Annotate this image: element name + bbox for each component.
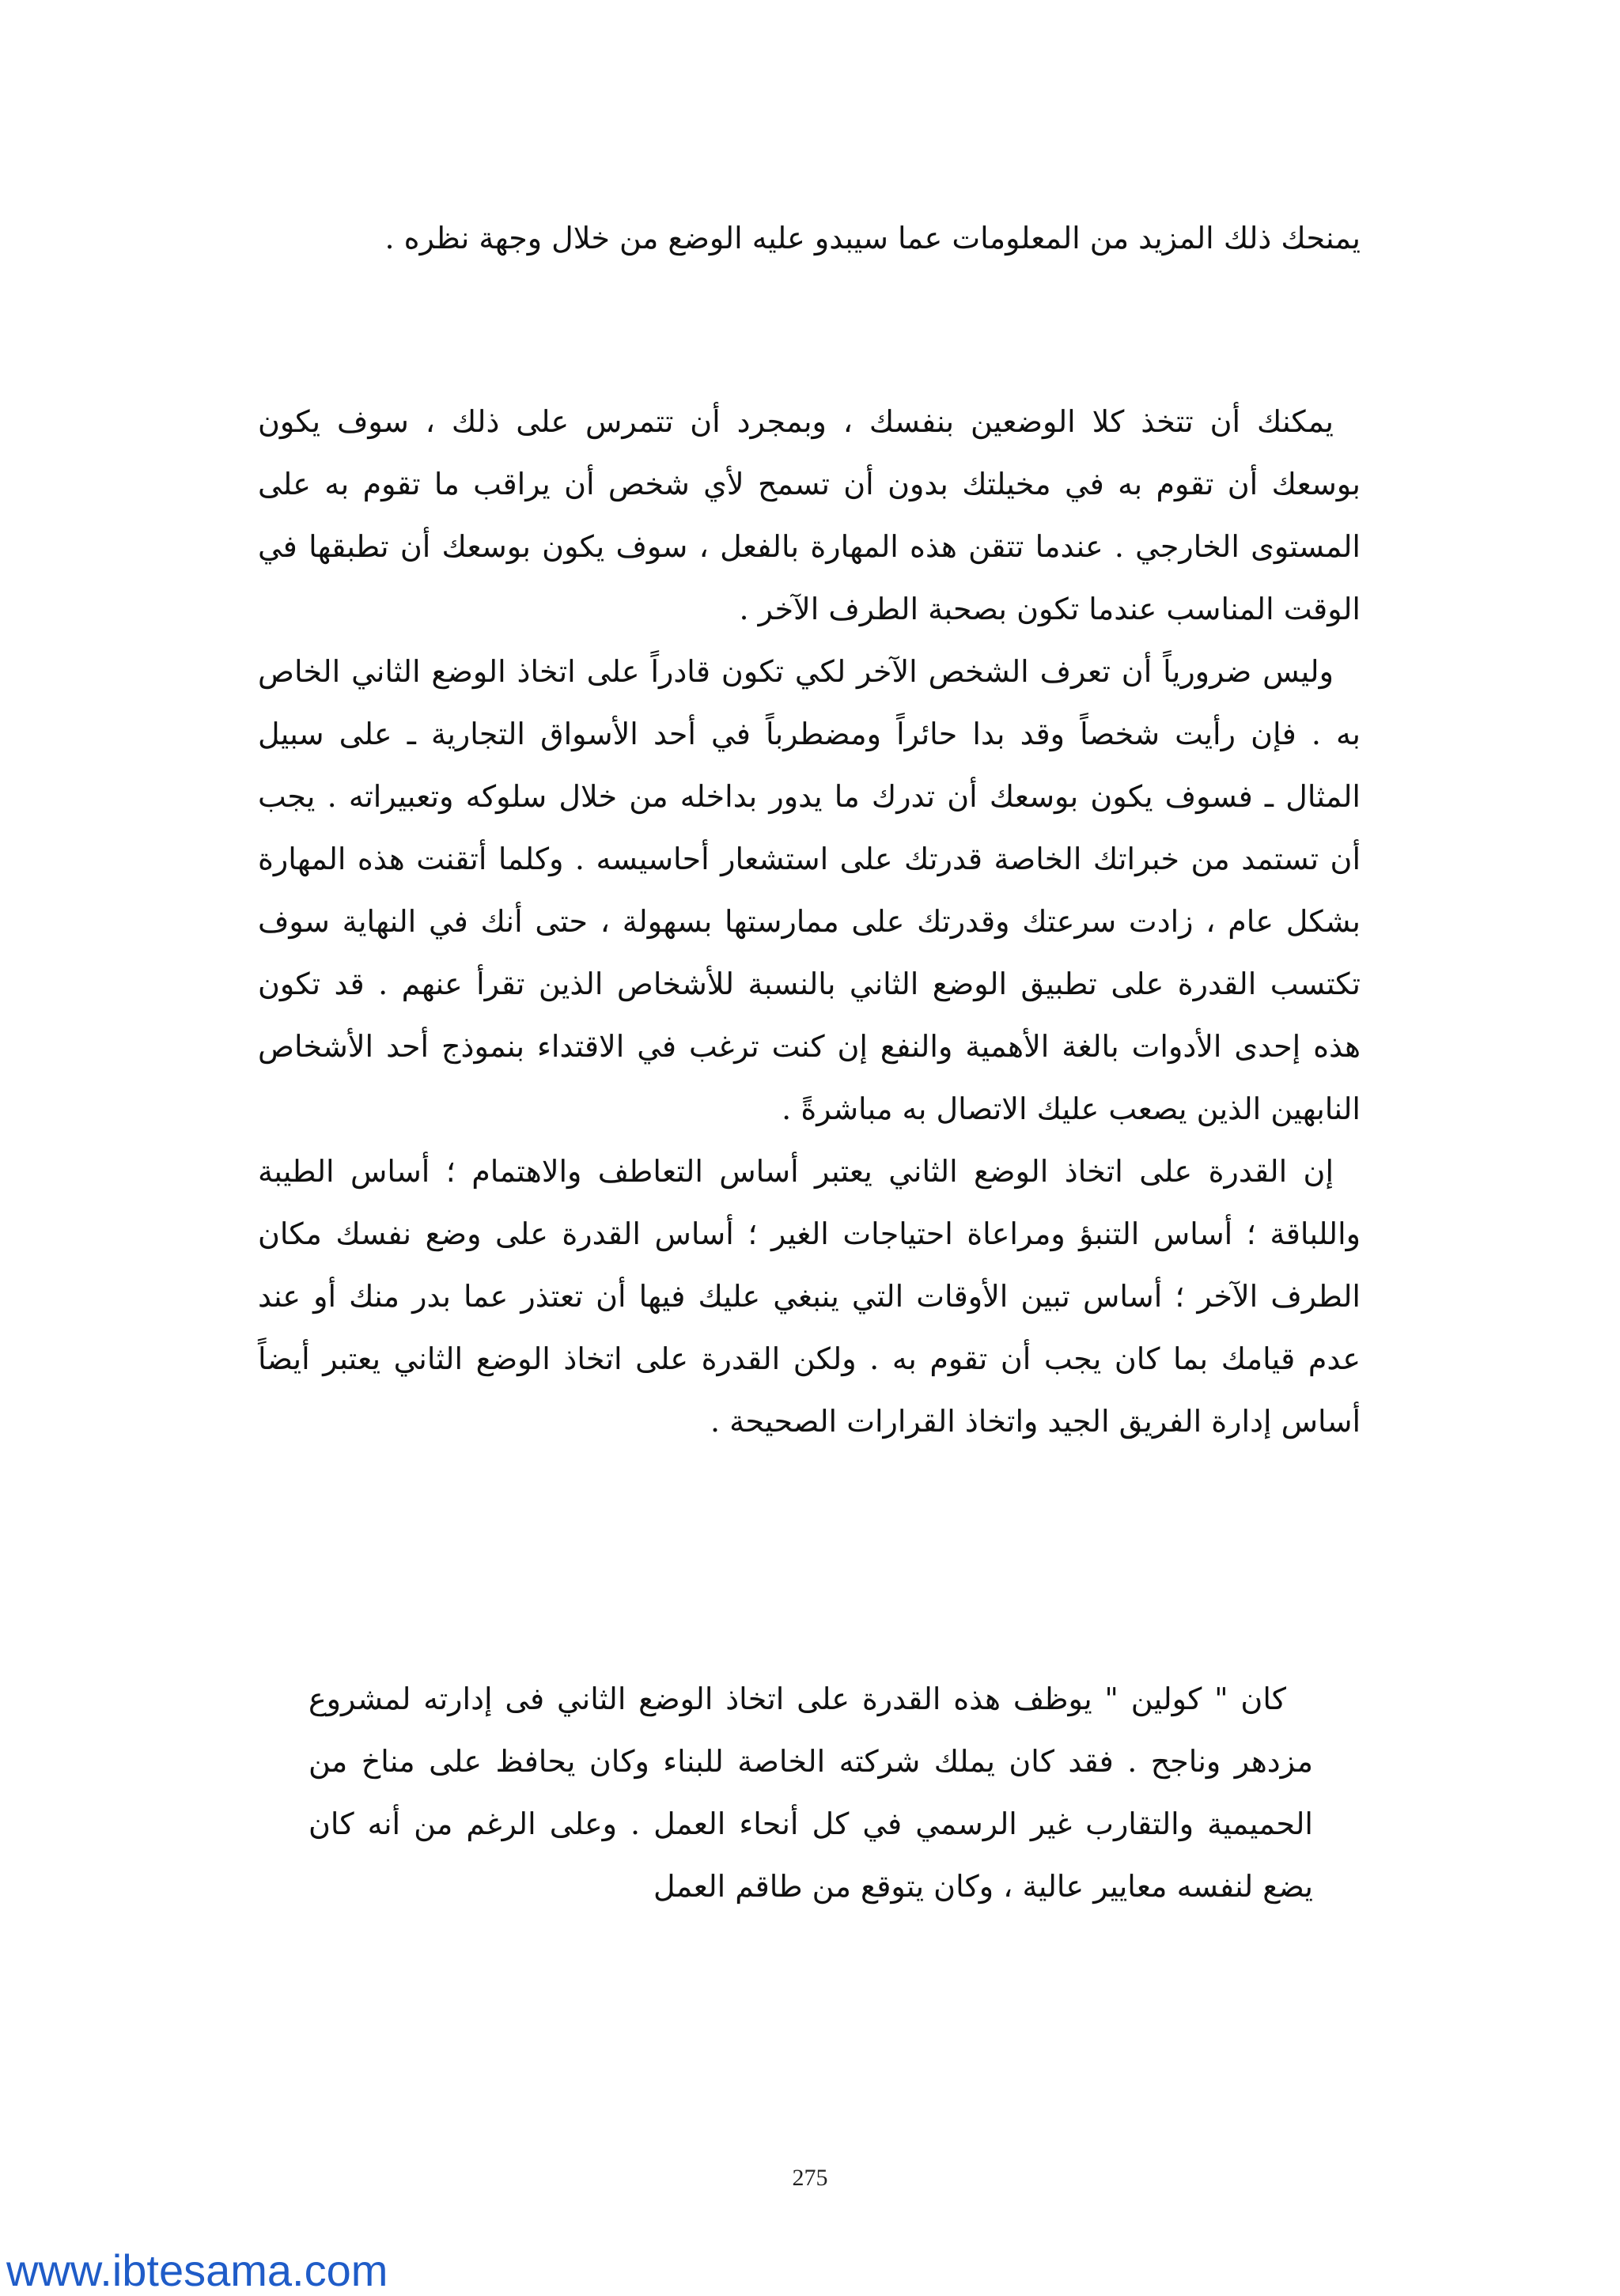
text-block-example [308, 1668, 1313, 1918]
paragraph: يمكنك أن تتخذ كلا الوضعين بنفسك ، وبمجرد أن تتمرس على ذلك ، سوف يكون بوسعك أن تقوم به في مخيلتك بدون أن تسمح لأي شخص أن يراقب ما تقوم به على المستوى الخارجي . عندما تتقن هذه المهارة بالفعل ، سوف يكون بوسعك أن تطبقها في الوقت المناسب عندما تكون بصحبة الطرف الآخر . [258, 404, 1361, 626]
paragraph: إن القدرة على اتخاذ الوضع الثاني يعتبر أساس التعاطف والاهتمام ؛ أساس الطيبة واللباقة ؛ أساس التنبؤ ومراعاة احتياجات الغير ؛ أساس القدرة على وضع نفسك مكان الطرف الآخر ؛ أساس تبين الأوقات التي ينبغي عليك فيها أن تعتذر عما بدر منك أو عند عدم قيامك بما كان يجب أن تقوم به . ولكن القدرة على اتخاذ الوضع الثاني يعتبر أيضاً أساس إدارة الفريق الجيد واتخاذ القرارات الصحيحة . [258, 1154, 1361, 1439]
paragraph: كان " كولين " يوظف هذه القدرة على اتخاذ الوضع الثاني فى إدارته لمشروع مزدهر وناجح . فقد كان يملك شركته الخاصة للبناء وكان يحافظ على مناخ من الحميمية والتقارب غير الرسمي في كل أنحاء العمل . وعلى الرغم من أنه كان يضع لنفسه معايير عالية ، وكان يتوقع من طاقم العمل [308, 1681, 1313, 1904]
text-block-main [258, 391, 1361, 1453]
paragraph: وليس ضرورياً أن تعرف الشخص الآخر لكي تكون قادراً على اتخاذ الوضع الثاني الخاص به . فإن رأيت شخصاً وقد بدا حائراً ومضطرباً في أحد الأسواق التجارية ـ على سبيل المثال ـ فسوف يكون بوسعك أن تدرك ما يدور بداخله من خلال سلوكه وتعبيراته . يجب أن تستمد من خبراتك الخاصة قدرتك على استشعار أحاسيسه . وكلما أتقنت هذه المهارة بشكل عام ، زادت سرعتك وقدرتك على ممارستها بسهولة ، حتى أنك في النهاية سوف تكتسب القدرة على تطبيق الوضع الثاني بالنسبة للأشخاص الذين تقرأ عنهم . قد تكون هذه إحدى الأدوات بالغة الأهمية والنفع إن كنت ترغب في الاقتداء بنموذج أحد الأشخاص النابهين الذين يصعب عليك الاتصال به مباشرةً . [258, 654, 1361, 1126]
watermark-url: www.ibtesama.com [6, 2245, 388, 2295]
text-block-intro [258, 207, 1361, 270]
paragraph: يمنحك ذلك المزيد من المعلومات عما سيبدو عليه الوضع من خلال وجهة نظره . [384, 221, 1361, 255]
page-number: 275 [792, 2165, 828, 2191]
